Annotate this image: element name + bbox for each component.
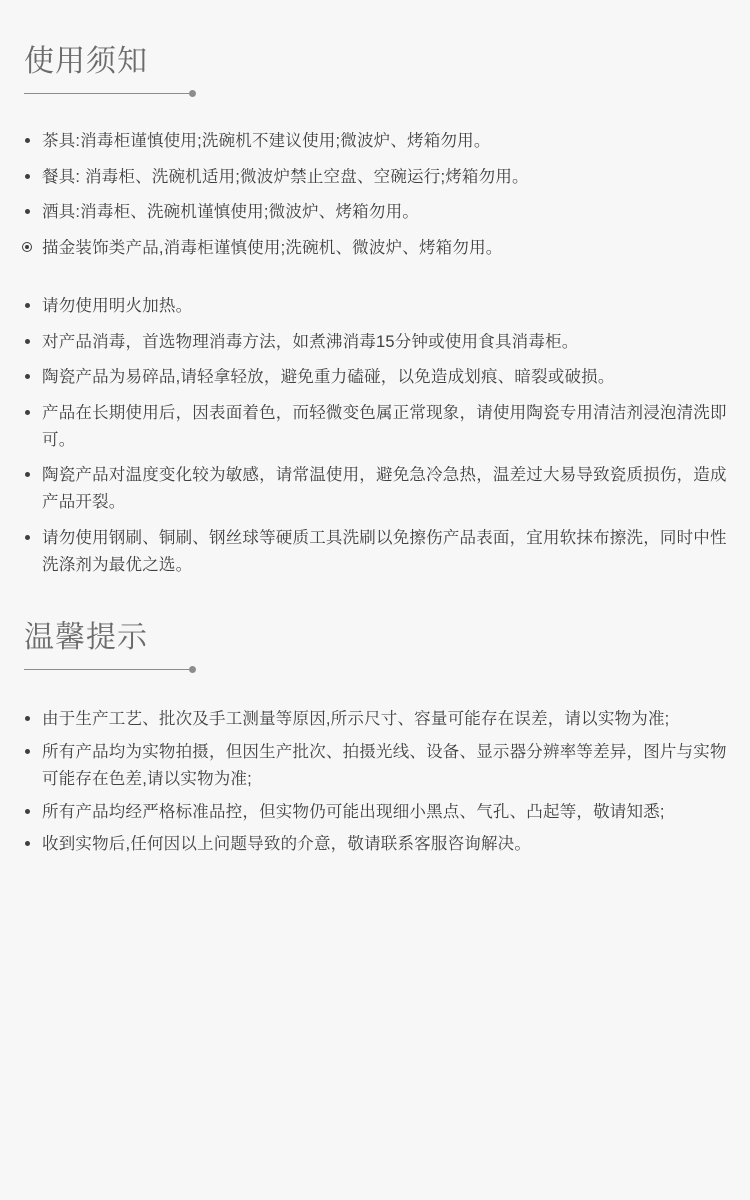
title-divider [24,669,192,670]
list-item [22,128,728,155]
section-friendly-tips [22,620,728,858]
bullet-dot-icon [25,174,30,179]
list-item [22,799,728,826]
list-item-text: 所有产品均经严格标准品控，但实物仍可能出现细小黑点、气孔、凸起等，敬请知悉; [42,802,665,821]
usage-notes-list-group-2 [22,293,728,578]
list-item-text: 描金装饰类产品,消毒柜谨慎使用;洗碗机、微波炉、烤箱勿用。 [42,239,503,258]
bullet-dot-icon [25,472,30,477]
list-item-text: 陶瓷产品为易碎品,请轻拿轻放，避免重力磕碰，以免造成划痕、暗裂或破损。 [42,368,615,387]
bullet-dot-icon [25,374,30,379]
page-title: 使用须知 [24,45,148,78]
list-item [22,164,728,191]
list-item-text: 餐具: 消毒柜、洗碗机适用;微波炉禁止空盘、空碗运行;烤箱勿用。 [42,167,529,186]
bullet-dot-icon [25,535,30,540]
list-item [22,462,728,515]
bullet-dot-icon [25,841,30,846]
bullet-ring-icon [22,242,32,252]
section-usage-notes-header [22,44,728,94]
section-usage-notes [22,0,728,578]
list-item-text: 所有产品均为实物拍摄，但因生产批次、拍摄光线、设备、显示器分辨率等差异，图片与实物可能存在色差,请以实物为准; [42,743,727,788]
list-item [22,293,728,320]
title-divider [24,93,192,94]
list-item [22,706,728,733]
list-item-text: 茶具:消毒柜谨慎使用;洗碗机不建议使用;微波炉、烤箱勿用。 [42,132,491,150]
list-item-text: 请勿使用明火加热。 [42,296,193,315]
list-item-text: 酒具:消毒柜、洗碗机谨慎使用;微波炉、烤箱勿用。 [42,203,419,222]
list-item [22,525,728,578]
list-item [22,831,728,858]
section-title-tips: 温馨提示 [24,621,148,655]
list-item-text: 收到实物后,任何因以上问题导致的介意，敬请联系客服咨询解决。 [42,835,532,854]
list-item [22,364,728,391]
list-group-spacer [22,271,728,293]
bullet-dot-icon [25,749,30,754]
usage-notes-list-group-1 [22,128,728,262]
friendly-tips-list [22,706,728,858]
bullet-dot-icon [25,303,30,308]
bullet-dot-icon [25,716,30,721]
bullet-dot-icon [25,410,30,415]
list-item-text: 陶瓷产品对温度变化较为敏感，请常温使用，避免急冷急热，温差过大易导致瓷质损伤，造成产品开裂。 [42,466,727,512]
bullet-dot-icon [25,809,30,814]
list-item [22,235,728,262]
list-item [22,329,728,356]
list-item [22,199,728,226]
list-item-text: 请勿使用钢刷、铜刷、钢丝球等硬质工具洗刷以免擦伤产品表面，宜用软抹布擦洗，同时中性洗涤剂为最优之选。 [42,528,727,574]
list-item-text: 产品在长期使用后，因表面着色，而轻微变色属正常现象，请使用陶瓷专用清洁剂浸泡清洗即可。 [42,404,727,449]
bullet-dot-icon [25,209,30,214]
list-item-text: 由于生产工艺、批次及手工测量等原因,所示尺寸、容量可能存在误差，请以实物为准; [42,710,670,729]
list-item [22,400,728,453]
list-item-text: 对产品消毒，首选物理消毒方法，如煮沸消毒15分钟或使用食具消毒柜。 [42,332,579,351]
bullet-dot-icon [25,339,30,344]
bullet-dot-icon [25,138,30,143]
section-friendly-tips-header [22,620,728,670]
list-item [22,739,728,792]
